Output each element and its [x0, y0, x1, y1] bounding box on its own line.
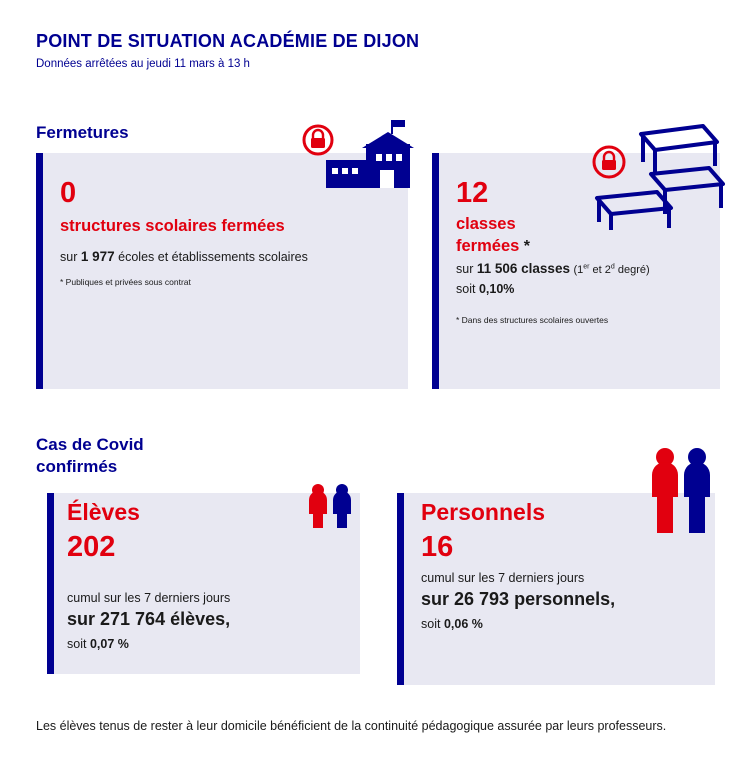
section-title-fermetures: Fermetures	[36, 123, 129, 142]
classes-count: 12	[456, 177, 489, 209]
classes-soit: soit	[456, 282, 476, 296]
structures-count: 0	[60, 177, 77, 209]
classes-star: *	[523, 238, 530, 255]
classes-detail-line	[456, 261, 650, 276]
classes-label-line2: fermées	[456, 237, 520, 255]
classes-label-line2-wrap	[456, 237, 530, 256]
structures-sur: sur	[60, 250, 78, 264]
card-accent-bar	[432, 153, 439, 389]
eleves-soit: soit	[67, 637, 87, 651]
desks-lock-icon	[594, 147, 624, 177]
structures-note: * Publiques et privées sous contrat	[60, 277, 191, 287]
section-title-covid-line1: Cas de Covid	[36, 435, 144, 454]
school-lock-icon	[304, 126, 332, 154]
structures-label: structures scolaires fermées	[60, 217, 285, 235]
structures-detail-line	[60, 249, 308, 264]
students-icon	[305, 482, 355, 530]
classes-degree: (1er et 2$^d$ degré)	[573, 263, 650, 276]
eleves-total: sur 271 764 élèves,	[67, 609, 231, 629]
classes-total: 11 506 classes	[476, 261, 570, 276]
personnels-cumul: cumul sur les 7 derniers jours	[421, 571, 585, 585]
personnels-percent: 0,06 %	[443, 617, 483, 631]
classes-percent: 0,10%	[478, 282, 515, 296]
personnels-count: 16	[421, 531, 454, 563]
section-title-covid	[36, 434, 144, 478]
structures-detail: écoles et établissements scolaires	[118, 250, 308, 264]
page-subtitle: Données arrêtées au jeudi 11 mars à 13 h	[36, 58, 250, 70]
classes-note: * Dans des structures scolaires ouvertes	[456, 315, 609, 325]
personnels-label: Personnels	[421, 499, 545, 525]
classes-label-line1: classes	[456, 215, 516, 233]
card-accent-bar	[47, 493, 54, 674]
staff-icon	[649, 447, 713, 535]
structures-total: 1 977	[80, 249, 115, 264]
desks-icon	[585, 122, 725, 232]
page-title: POINT DE SITUATION ACADÉMIE DE DIJON	[36, 31, 420, 51]
classes-percent-line	[456, 282, 514, 296]
eleves-count: 202	[67, 531, 116, 563]
personnels-total: sur 26 793 personnels,	[421, 589, 616, 609]
footer-note: Les élèves tenus de rester à leur domicile bénéficient de la continuité pédagogique assurée par leurs professeurs.	[36, 719, 667, 733]
personnels-percent-line	[421, 617, 483, 631]
classes-sur: sur	[456, 262, 474, 276]
card-accent-bar	[397, 493, 404, 685]
eleves-cumul: cumul sur les 7 derniers jours	[67, 591, 231, 605]
eleves-percent: 0,07 %	[89, 637, 129, 651]
card-accent-bar	[36, 153, 43, 389]
eleves-percent-line	[67, 637, 129, 651]
eleves-label: Élèves	[67, 499, 140, 525]
personnels-soit: soit	[421, 617, 441, 631]
school-building-icon	[296, 118, 416, 190]
section-title-covid-line2: confirmés	[36, 457, 118, 476]
